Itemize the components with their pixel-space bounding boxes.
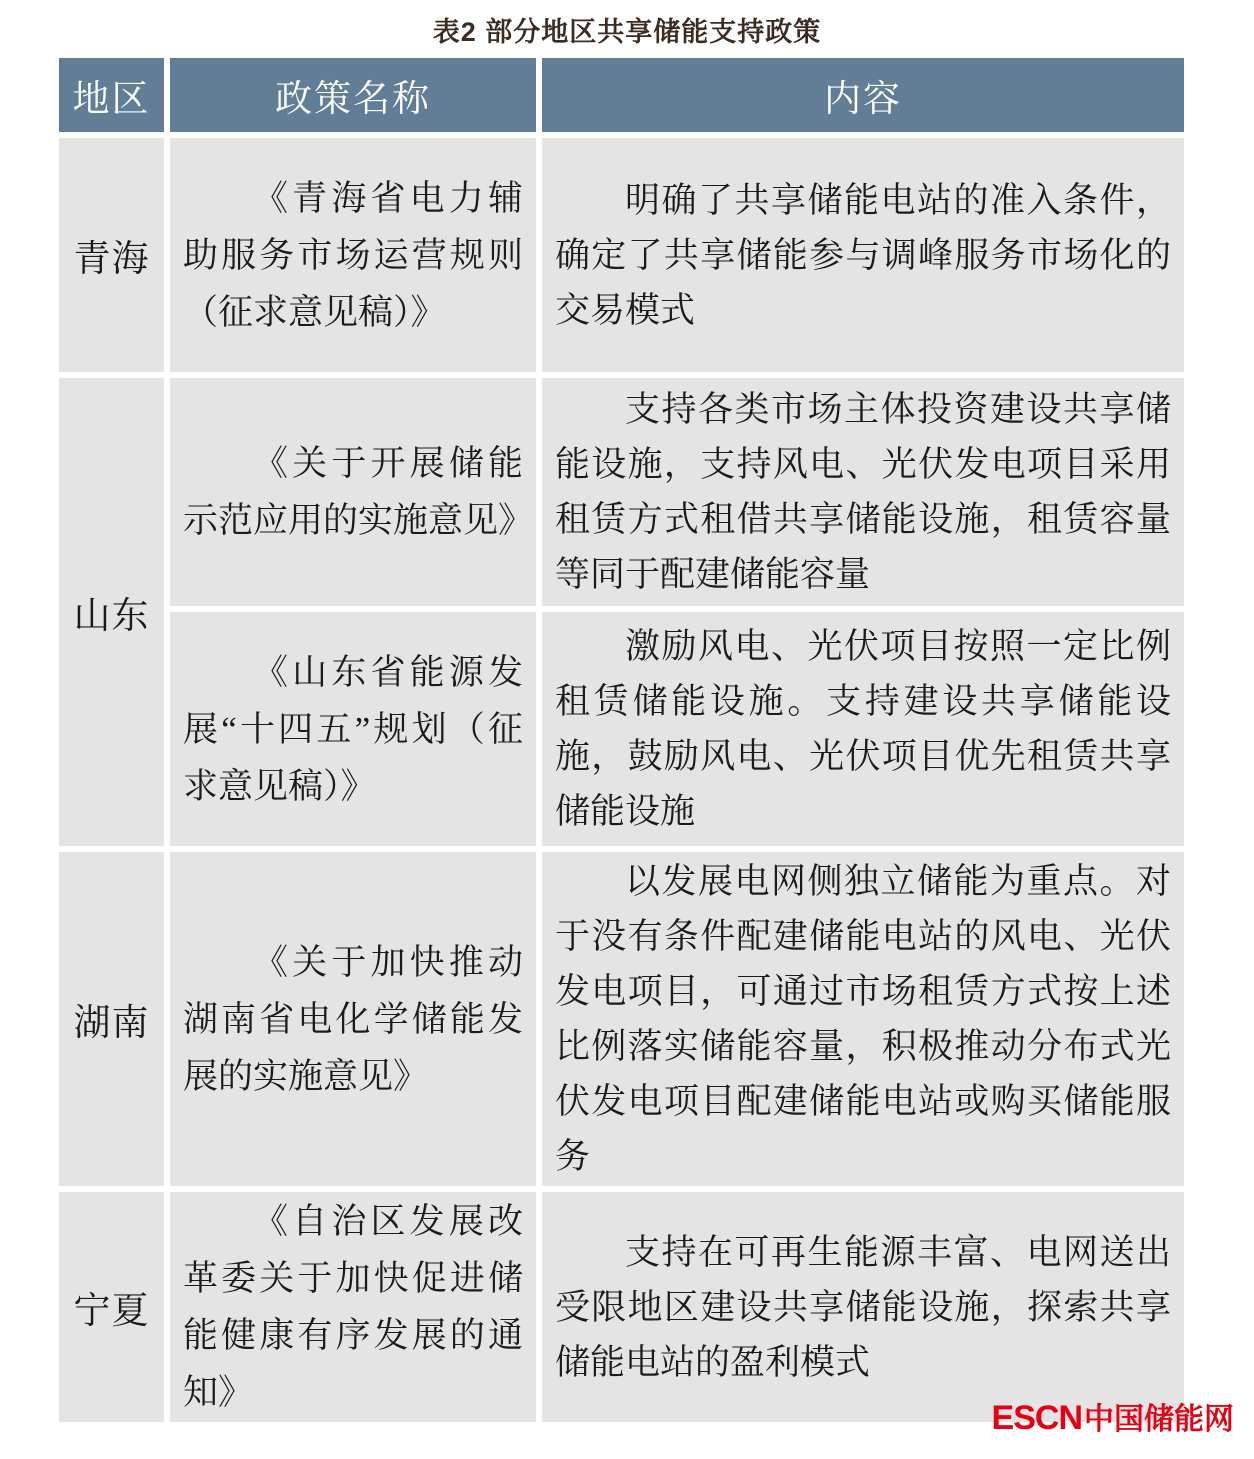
policy-cell-shandong-2: [170, 612, 536, 846]
content-text: 激励风电、光伏项目按照一定比例租赁储能设施。支持建设共享储能设施，鼓励风电、光伏项目优先租赁共享储能设施: [555, 627, 1171, 831]
policy-cell-hunan: [170, 852, 536, 1186]
escn-watermark: [992, 1401, 1234, 1442]
content-cell-ningxia: [542, 1192, 1184, 1422]
policy-table: [59, 58, 1184, 1422]
col-header-region: 地区: [59, 58, 164, 132]
escn-logo-text: ESCN: [991, 1399, 1082, 1437]
escn-logo-chinese: 中国储能网: [1084, 1403, 1234, 1436]
policy-text: 《关于加快推动湖南省电化学储能发展的实施意见》: [183, 942, 523, 1096]
col-header-policy: 政策名称: [170, 58, 536, 132]
content-cell-qinghai: [542, 138, 1184, 372]
region-cell-ningxia: 宁夏: [59, 1192, 164, 1422]
content-cell-shandong-1: [542, 378, 1184, 606]
content-text: 明确了共享储能电站的准入条件，确定了共享储能参与调峰服务市场化的交易模式: [555, 180, 1171, 330]
col-header-content: 内容: [542, 58, 1184, 132]
table-title: 表2 部分地区共享储能支持政策: [432, 17, 822, 47]
policy-cell-shandong-1: [170, 378, 536, 606]
region-cell-hunan: 湖南: [59, 852, 164, 1186]
policy-cell-qinghai: [170, 138, 536, 372]
content-cell-hunan: [542, 852, 1184, 1186]
region-cell-shandong: 山东: [59, 378, 164, 846]
policy-text: 《关于开展储能示范应用的实施意见》: [183, 444, 534, 540]
region-cell-qinghai: 青海: [59, 138, 164, 372]
policy-text: 《山东省能源发展“十四五”规划（征求意见稿）》: [183, 652, 523, 806]
policy-text: 《自治区发展改革委关于加快促进储能健康有序发展的通知》: [183, 1202, 523, 1412]
policy-cell-ningxia: [170, 1192, 536, 1422]
policy-text: 《青海省电力辅助服务市场运营规则（征求意见稿）》: [183, 178, 523, 332]
content-text: 以发展电网侧独立储能为重点。对于没有条件配建储能电站的风电、光伏发电项目，可通过市场租赁方式按上述比例落实储能容量，积极推动分布式光伏发电项目配建储能电站或购买储能服务: [555, 862, 1171, 1176]
content-text: 支持在可再生能源丰富、电网送出受限地区建设共享储能设施，探索共享储能电站的盈利模式: [555, 1232, 1171, 1382]
content-cell-shandong-2: [542, 612, 1184, 846]
content-text: 支持各类市场主体投资建设共享储能设施，支持风电、光伏发电项目采用租赁方式租借共享储能设施，租赁容量等同于配建储能容量: [555, 390, 1171, 594]
